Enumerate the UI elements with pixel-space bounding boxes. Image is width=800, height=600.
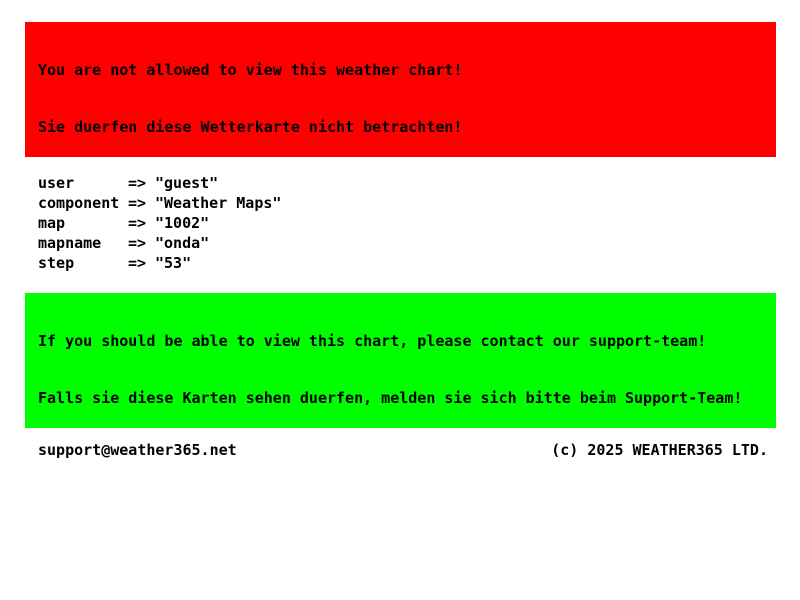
detail-value: "guest" — [155, 174, 219, 192]
detail-key: mapname — [38, 234, 102, 252]
arrow-separator: => — [128, 254, 147, 272]
detail-value: "53" — [155, 254, 192, 272]
detail-row-map — [38, 213, 800, 233]
page-footer — [38, 440, 768, 460]
contact-support-line-en: If you should be able to view this chart, please contact our support-team! — [38, 332, 707, 350]
detail-row-user — [38, 173, 800, 193]
detail-key: user — [38, 174, 75, 192]
access-denied-line-de: Sie duerfen diese Wetterkarte nicht betrachten! — [38, 118, 463, 136]
detail-value: "onda" — [155, 234, 210, 252]
request-details-list — [38, 173, 800, 273]
arrow-separator: => — [128, 194, 147, 212]
detail-row-component — [38, 193, 800, 213]
detail-key: component — [38, 194, 120, 212]
detail-key: step — [38, 254, 75, 272]
access-denied-line-en: You are not allowed to view this weather chart! — [38, 61, 463, 79]
detail-value: "Weather Maps" — [155, 194, 282, 212]
access-denied-banner — [25, 22, 776, 157]
arrow-separator: => — [128, 214, 147, 232]
detail-row-step — [38, 253, 800, 273]
support-email: support@weather365.net — [38, 441, 237, 459]
arrow-separator: => — [128, 174, 147, 192]
contact-support-line-de: Falls sie diese Karten sehen duerfen, melden sie sich bitte beim Support-Team! — [38, 389, 743, 407]
arrow-separator: => — [128, 234, 147, 252]
copyright-notice: (c) 2025 WEATHER365 LTD. — [551, 441, 768, 459]
detail-key: map — [38, 214, 66, 232]
detail-row-mapname — [38, 233, 800, 253]
detail-value: "1002" — [155, 214, 210, 232]
contact-support-banner — [25, 293, 776, 428]
